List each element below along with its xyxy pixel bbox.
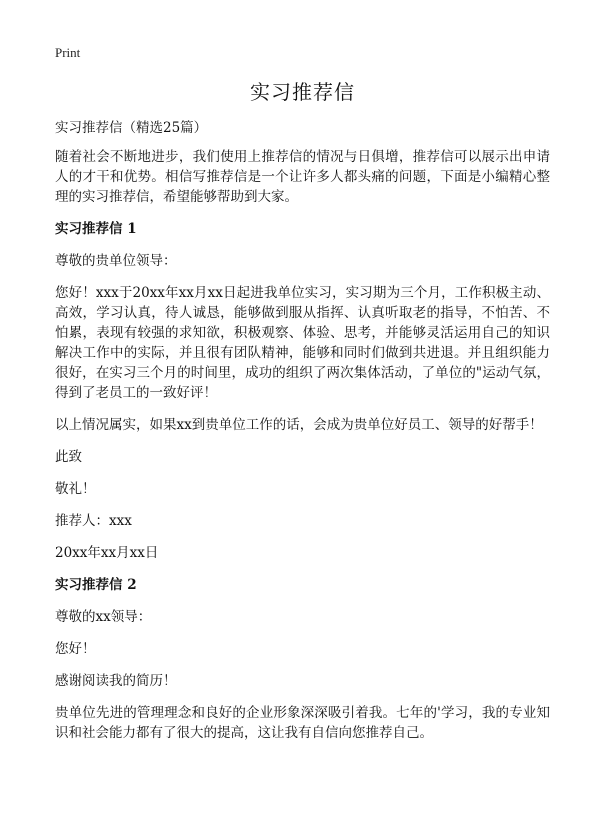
letter-2	[55, 575, 550, 743]
letter-1-body-paragraph: 您好！xxx于20xx年xx月xx日起进我单位实习，实习期为三个月，工作积极主动、高效，学习认真，待人诚恳，能够做到服从指挥、认真听取老的指导，不怕苦、不怕累，表现有较强的求知欲，积极观察、体验、思考，并能够灵活运用自己的知识解决工作中的实际，并且很有团队精神，能够和同时们做到共进退。并且组织能力很好，在实习三个月的时间里，成功的组织了两次集体活动，了单位的"运动气氛，得到了老员工的一致好评！	[55, 285, 550, 401]
letter-1-heading: 实习推荐信 1	[55, 221, 137, 237]
letter-1-regards: 敬礼！	[55, 481, 96, 497]
letter-2-body-paragraph: 贵单位先进的管理理念和良好的企业形象深深吸引着我。七年的'学习，我的专业知识和社会能力都有了很大的提高，这让我有自信向您推荐自己。	[55, 705, 550, 741]
print-link[interactable]: Print	[55, 45, 81, 60]
letter-2-salutation: 尊敬的xx领导：	[55, 609, 152, 625]
document-body	[55, 78, 550, 755]
page-title: 实习推荐信	[250, 80, 355, 104]
letter-1-body-paragraph-2: 以上情况属实，如果xx到贵单位工作的话，会成为贵单位好员工、领导的好帮手！	[55, 417, 543, 433]
letter-1-closing: 此致	[55, 449, 82, 465]
letter-2-heading: 实习推荐信 2	[55, 577, 137, 593]
letter-2-thanks: 感谢阅读我的简历！	[55, 673, 177, 689]
letter-1-date: 20xx年xx月xx日	[55, 545, 159, 561]
letter-1	[55, 219, 550, 563]
letter-2-greeting: 您好！	[55, 641, 96, 657]
intro-paragraph: 随着社会不断地进步，我们使用上推荐信的情况与日俱增，推荐信可以展示出申请人的才干和优势。相信写推荐信是一个让许多人都头痛的问题，下面是小编精心整理的实习推荐信，希望能够帮助到大家。	[55, 149, 550, 205]
document-subtitle: 实习推荐信（精选25篇）	[55, 120, 208, 136]
letter-1-salutation: 尊敬的贵单位领导：	[55, 253, 177, 269]
letter-1-recommender: 推荐人：xxx	[55, 513, 132, 529]
